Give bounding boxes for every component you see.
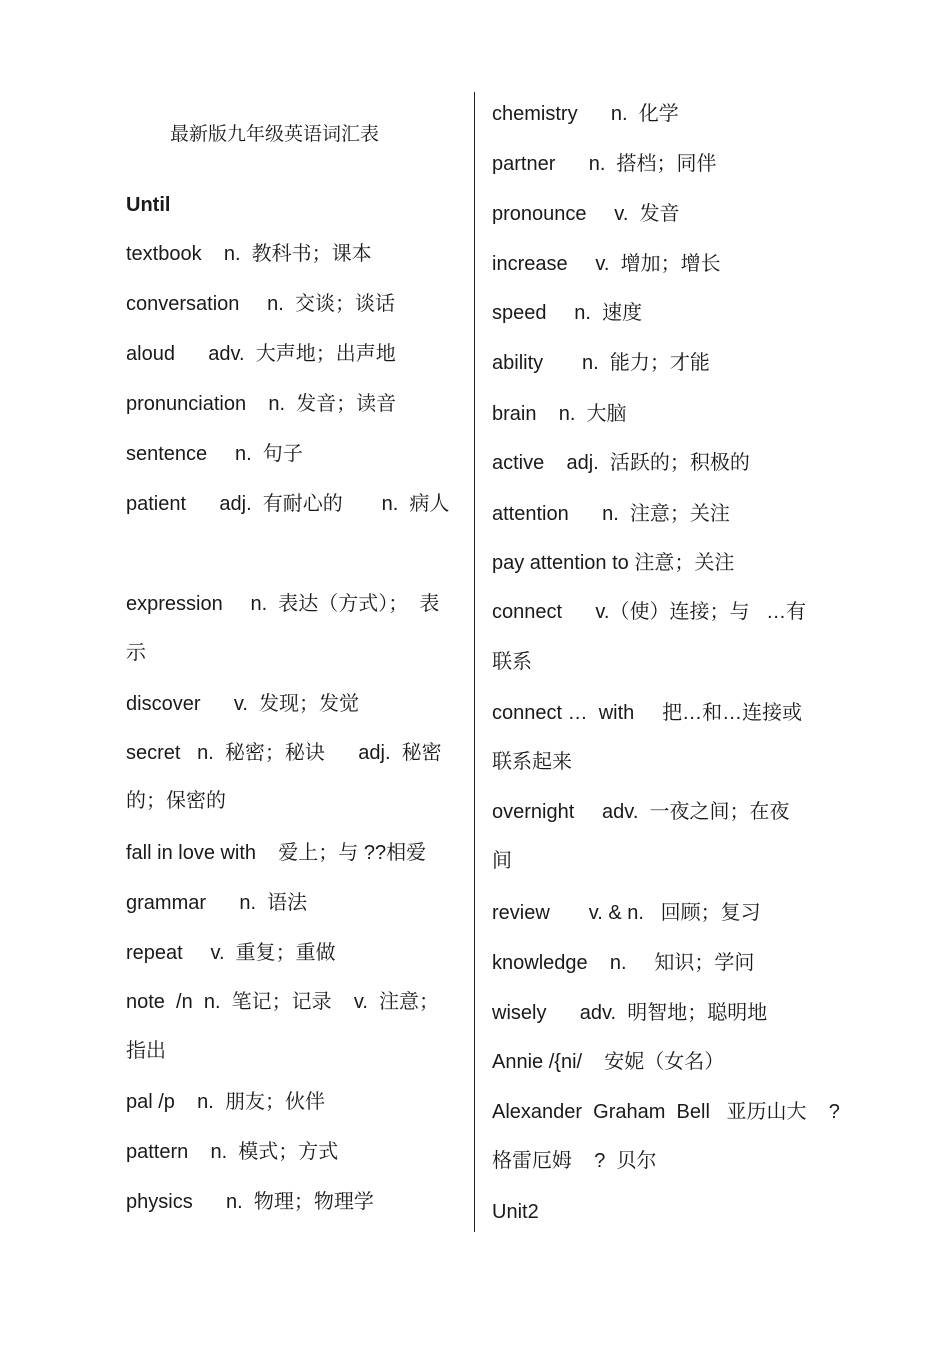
vocab-line: wisely adv. 明智地；聪明地 <box>492 1002 768 1024</box>
vocab-line: pal /p n. 朋友；伙伴 <box>126 1091 325 1113</box>
vocab-line: repeat v. 重复；重做 <box>126 942 336 964</box>
vocab-line: physics n. 物理；物理学 <box>126 1191 374 1213</box>
vocab-line: partner n. 搭档；同伴 <box>492 153 717 175</box>
vocab-line: Annie /{ni/ 安妮（女名） <box>492 1051 725 1073</box>
vocab-line-continued: 示 <box>126 642 146 664</box>
vocab-line-continued: 格雷厄姆 ? 贝尔 <box>492 1150 657 1172</box>
vocab-line-continued: 指出 <box>126 1040 166 1062</box>
vocab-line: chemistry n. 化学 <box>492 103 679 125</box>
vocab-line: expression n. 表达（方式）； 表 <box>126 593 440 615</box>
vocab-line: grammar n. 语法 <box>126 892 308 914</box>
vocab-line: overnight adv. 一夜之间；在夜 <box>492 801 790 823</box>
vocab-line: Alexander Graham Bell 亚历山大 ? <box>492 1101 840 1123</box>
column-divider <box>474 92 475 1232</box>
vocab-line: textbook n. 教科书；课本 <box>126 243 372 265</box>
vocab-line: discover v. 发现；发觉 <box>126 693 359 715</box>
vocab-line-continued: 联系 <box>492 651 532 673</box>
vocab-line-continued: 间 <box>492 850 512 872</box>
unit-heading: Until <box>126 194 171 216</box>
vocab-line: pattern n. 模式；方式 <box>126 1141 339 1163</box>
vocab-line: brain n. 大脑 <box>492 403 627 425</box>
vocab-line: active adj. 活跃的；积极的 <box>492 452 750 474</box>
vocab-line: fall in love with 爱上；与 ??相爱 <box>126 842 427 864</box>
vocab-line: note /n n. 笔记；记录 v. 注意； <box>126 991 440 1013</box>
document-title: 最新版九年级英语词汇表 <box>170 123 380 145</box>
vocab-line: pronounce v. 发音 <box>492 203 680 225</box>
vocab-line: pay attention to 注意；关注 <box>492 552 735 574</box>
vocab-line: secret n. 秘密；秘诀 adj. 秘密 <box>126 742 442 764</box>
vocab-line: attention n. 注意；关注 <box>492 503 730 525</box>
vocab-line: review v. & n. 回顾；复习 <box>492 902 761 924</box>
vocab-line: aloud adv. 大声地；出声地 <box>126 343 396 365</box>
vocab-line: patient adj. 有耐心的 n. 病人 <box>126 493 450 515</box>
vocab-line: conversation n. 交谈；谈话 <box>126 293 395 315</box>
vocab-line: connect v.（使）连接；与 …有 <box>492 601 807 623</box>
vocab-line: knowledge n. 知识；学问 <box>492 952 755 974</box>
vocab-line-continued: 联系起来 <box>492 751 572 773</box>
vocab-line: increase v. 增加；增长 <box>492 253 721 275</box>
vocab-line: ability n. 能力；才能 <box>492 352 710 374</box>
unit-heading: Unit2 <box>492 1201 539 1223</box>
vocab-line-continued: 的；保密的 <box>126 790 226 812</box>
vocab-line: connect … with 把…和…连接或 <box>492 702 803 724</box>
vocab-line: sentence n. 句子 <box>126 443 303 465</box>
vocab-line: pronunciation n. 发音；读音 <box>126 393 397 415</box>
vocab-line: speed n. 速度 <box>492 302 643 324</box>
